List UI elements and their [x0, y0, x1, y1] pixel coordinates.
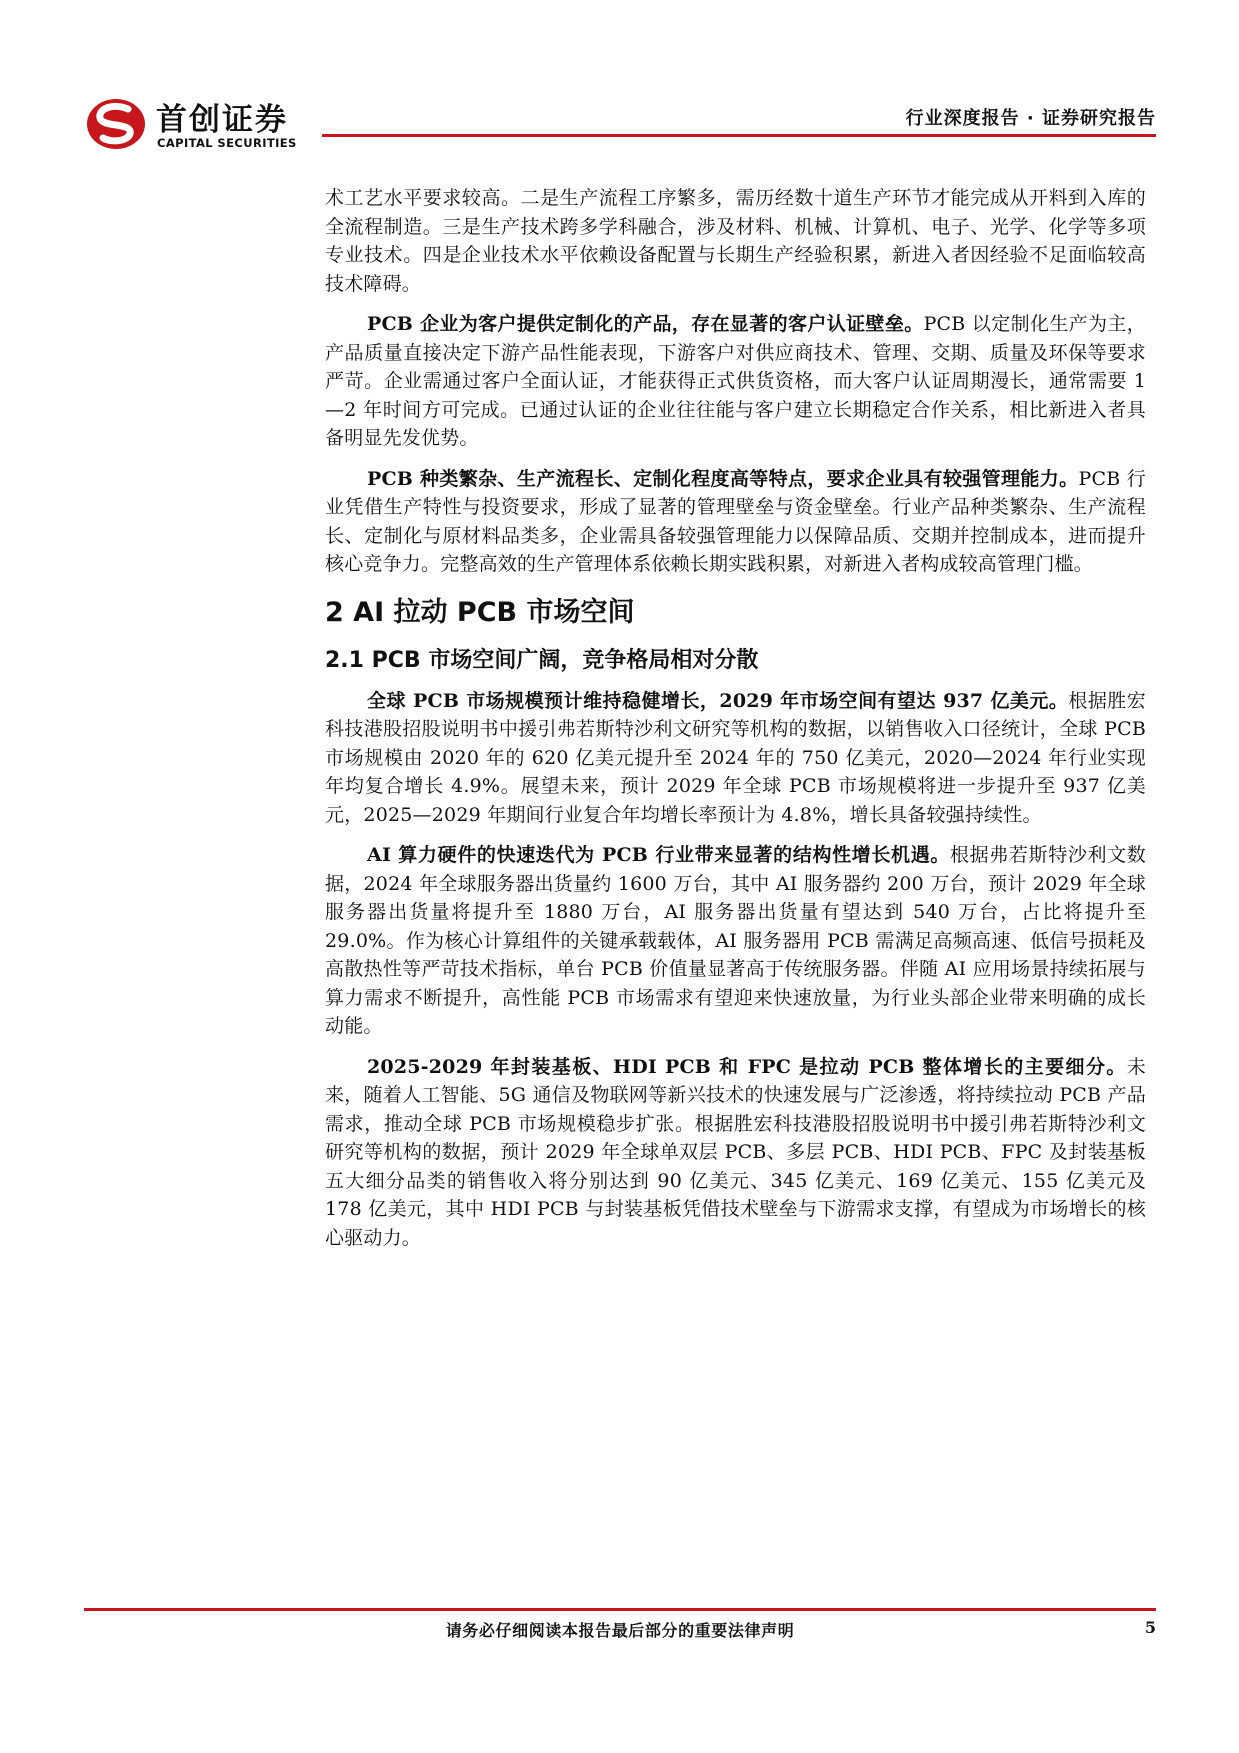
paragraph-management-barrier [325, 465, 1146, 579]
header-divider [322, 134, 1156, 137]
paragraph-text: 根据弗若斯特沙利文数据，2024 年全球服务器出货量约 1600 万台，其中 AI 服务器约 200 万台，预计 2029 年全球服务器出货量将提升至 1880 万台，AI 服务器出货量有望达到 540 万台，占比将提升至 29.0%。作为核心计算组件的关键承载载体，AI 服务器用 PCB 需满足高频高速、低信号损耗及高散热性等严苛技术指标，单台 PCB 价值量显著高于传统服务器。伴随 AI 应用场景持续拓展与算力需求不断提升，高性能 PCB 市场需求有望迎来快速放量，为行业头部企业带来明确的成长动能。 [325, 844, 1146, 1037]
logo-s-icon [84, 96, 148, 152]
paragraph-text: 术工艺水平要求较高。二是生产流程工序繁多，需历经数十道生产环节才能完成从开料到入库的全流程制造。三是生产技术跨多学科融合，涉及材料、机械、计算机、电子、光学、化学等多项专业技术。四是企业技术水平依赖设备配置与长期生产经验积累，新进入者因经验不足面临较高技术障碍。 [325, 187, 1146, 295]
report-body [325, 184, 1146, 1264]
paragraph-lead: PCB 种类繁杂、生产流程长、定制化程度高等特点，要求企业具有较强管理能力。 [367, 467, 1079, 490]
paragraph-customer-certification [325, 310, 1146, 453]
paragraph-text: PCB 以定制化生产为主，产品质量直接决定下游产品性能表现，下游客户对供应商技术、管理、交期、质量及环保等要求严苛。企业需通过客户全面认证，才能获得正式供货资格，而大客户认证周期漫长，通常需要 1—2 年时间方可完成。已通过认证的企业往往能与客户建立长期稳定合作关系，相比新进入者具备明显先发优势。 [325, 313, 1146, 449]
paragraph-ai-hardware [325, 841, 1146, 1041]
subsection-heading: 2.1 PCB 市场空间广阔，竞争格局相对分散 [325, 647, 759, 673]
paragraph-lead: 2025-2029 年封装基板、HDI PCB 和 FPC 是拉动 PCB 整体增长的主要细分。 [367, 1055, 1127, 1078]
paragraph-lead: PCB 企业为客户提供定制化的产品，存在显著的客户认证壁垒。 [367, 313, 924, 335]
paragraph-text: PCB 行业凭借生产特性与投资要求，形成了显著的管理壁垒与资金壁垒。行业产品种类繁杂、生产流程长、定制化与原材料品类多，企业需具备较强管理能力以保障品质、交期并控制成本，进而提升核心竞争力。完整高效的生产管理体系依赖长期实践积累，对新进入者构成较高管理门槛。 [325, 467, 1147, 575]
paragraph-text: 根据胜宏科技港股招股说明书中援引弗若斯特沙利文研究等机构的数据，以销售收入口径统计，全球 PCB 市场规模由 2020 年的 620 亿美元提升至 2024 年的 750 亿美元，2020—2024 年行业实现年均复合增长 4.9%。展望未来，预计 2029 年全球 PCB 市场规模将进一步提升至 937 亿美元，2025—2029 年期间行业复合年均增长率预计为 4.8%，增长具备较强持续性。 [325, 689, 1146, 826]
page-header [84, 92, 1156, 152]
paragraph-segments [325, 1053, 1146, 1253]
paragraph-market-size [325, 687, 1146, 830]
paragraph-text: 未来，随着人工智能、5G 通信及物联网等新兴技术的快速发展与广泛渗透，将持续拉动 PCB 产品需求，推动全球 PCB 市场规模稳步扩张。根据胜宏科技港股招股说明书中援引弗若斯特沙利文研究等机构的数据，预计 2029 年全球单双层 PCB、多层 PCB、HDI PCB、FPC 及封装基板五大细分品类的销售收入将分别达到 90 亿美元、345 亿美元、169 亿美元、155 亿美元及 178 亿美元，其中 HDI PCB 与封装基板凭借技术壁垒与下游需求支撑，有望成为市场增长的核心驱动力。 [325, 1055, 1146, 1249]
company-logo [84, 92, 324, 152]
footer-divider [84, 1608, 1156, 1611]
section-heading: 2 AI 拉动 PCB 市场空间 [325, 596, 635, 628]
footer-disclaimer: 请务必仔细阅读本报告最后部分的重要法律声明 [445, 1621, 795, 1640]
page-number: 5 [1144, 1618, 1156, 1637]
paragraph-tech-barrier-cont [325, 184, 1146, 298]
paragraph-lead: 全球 PCB 市场规模预计维持稳健增长，2029 年市场空间有望达 937 亿美元。 [367, 689, 1069, 712]
logo-english-name: CAPITAL SECURITIES [157, 136, 297, 150]
logo-chinese-name: 首创证券 [156, 102, 288, 138]
paragraph-lead: AI 算力硬件的快速迭代为 PCB 行业带来显著的结构性增长机遇。 [367, 844, 950, 866]
report-type-label: 行业深度报告 · 证券研究报告 [905, 108, 1156, 129]
